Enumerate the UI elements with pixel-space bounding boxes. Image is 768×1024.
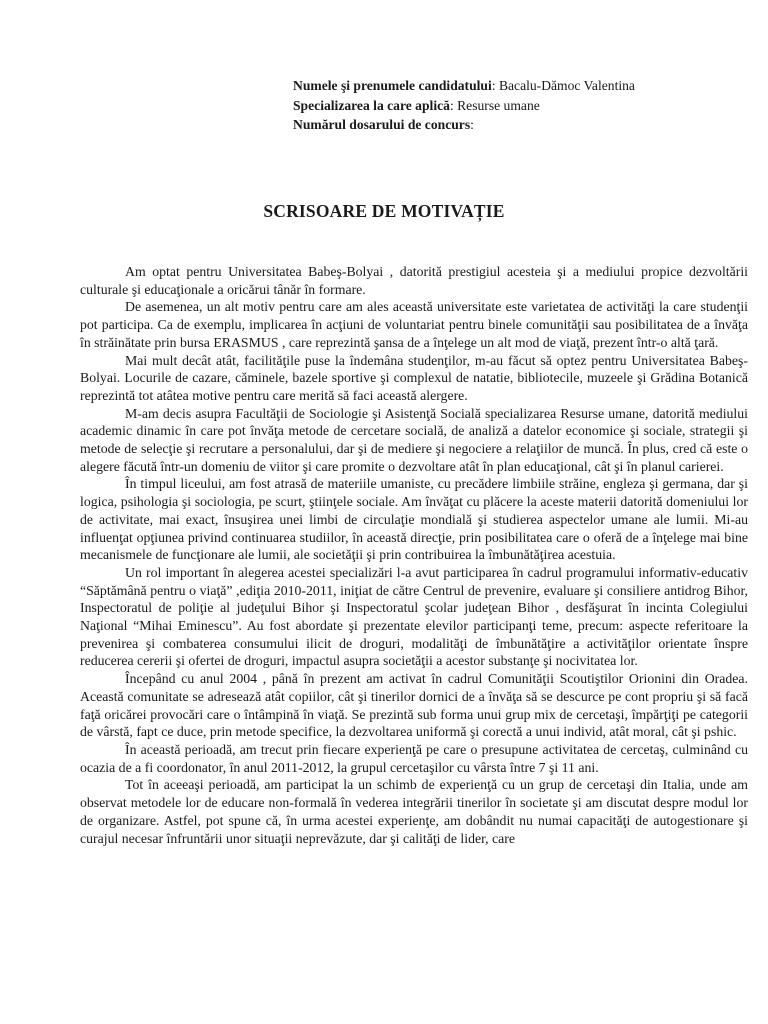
paragraph: În această perioadă, am trecut prin fiecare experienţă pe care o presupune activitatea de cercetaş, culminând cu ocazia de a fi coordonator, în anul 2011-2012, la grupul cercetaşilor cu vârsta între 7 şi 11 ani. bbox=[80, 741, 748, 775]
specialization-label: Specializarea la care aplică bbox=[293, 97, 450, 113]
file-number-line bbox=[293, 115, 635, 135]
candidate-info bbox=[293, 76, 635, 135]
paragraph: Am optat pentru Universitatea Babeş-Bolyai , datorită prestigiul acesteia şi a mediului propice dezvoltării culturale şi educaţionale a oricărui tânăr în formare. bbox=[80, 264, 748, 297]
specialization-line bbox=[293, 96, 635, 116]
specialization-value: : Resurse umane bbox=[449, 97, 540, 113]
candidate-name-value: : Bacalu-Dămoc Valentina bbox=[491, 78, 635, 93]
file-number-label: Numărul dosarului de concurs bbox=[293, 117, 471, 132]
paragraph: În timpul liceului, am fost atrasă de materiile umaniste, cu precădere limbiile străine, engleza şi germana, dar şi logica, psihologia şi sociologia, pe scurt, ştiinţele sociale. Am învăţat cu plăcere la aceste materii datorită domeniului lor de activitate, mai exact, însuşirea unei limbi de circulaţie mondială şi studierea aspectelor umane ale lumii. Mi-au influenţat opţiunea privind continuarea studiilor, în această direcţie, prin posibilitatea care o oferă de a înţelege mai bine mecanismele de funcţionare ale lumii, ale societăţii şi prin contribuirea la îmbunătăţirea acestuia. bbox=[80, 476, 748, 563]
paragraph: De asemenea, un alt motiv pentru care am ales această universitate este varietatea de activităţi la care studenţii pot participa. Ca de exemplu, implicarea în acţiuni de voluntariat pentru binele comunităţii sau posibilitatea de a învăţa în străinătate prin bursa ERASMUS , care reprezintă şansa de a înţelege un alt mod de viaţă, prezent într-o altă ţară. bbox=[80, 299, 748, 350]
candidate-name-line bbox=[293, 76, 635, 96]
file-number-value: : bbox=[470, 117, 474, 132]
paragraph: Mai mult decât atât, facilităţile puse la îndemâna studenţilor, m-au făcut să optez pentru Universitatea Babeş-Bolyai. Locurile de cazare, căminele, bazele sportive şi complexul de natatie, bibliotecile, muzeele şi Grădina Botanică reprezintă tot atâtea motive pentru care merită să faci această alergere. bbox=[80, 352, 748, 403]
letter-body bbox=[80, 263, 748, 847]
paragraph: Începând cu anul 2004 , până în prezent am activat în cadrul Comunităţii Scoutiştilor Orionini din Oradea. Această comunitate se adresează atât copiilor, cât şi tinerilor dornici de a învăţa să se descurce pe cont propriu şi să facă faţă oricărei provocări care o întâmpină în viaţă. Se prezintă sub forma unui grup mix de cercetaşi, împărţiţi pe categorii de vârstă, fapt ce duce, prin metode specifice, la dezvoltarea uniformă şi corectă a unui individ, atât moral, cât şi pshic. bbox=[80, 671, 748, 740]
document-title: SCRISOARE DE MOTIVAȚIE bbox=[263, 201, 505, 221]
paragraph: Un rol important în alegerea acestei specializări l-a avut participarea în cadrul programului informativ-educativ “Săptămână pentru o viaţă” ,ediţia 2010-2011, iniţiat de către Centrul de prevenire, evaluare şi consiliere antidrog Bihor, Inspectoratul de poliţie al judeţului Bihor şi Inspectoratul şcolar judeţean Bihor , desfăşurat în incinta Colegiului Naţional “Mihai Eminescu”. Au fost abordate şi prezentate elevilor participanţi teme, precum: aspecte referitoare la prevenirea şi combaterea consumului ilicit de droguri, modalităţi de îmbunătăţire a activităţilor orientate înspre reducerea cererii şi ofertei de droguri, impactul asupra societăţii a acestor substanţe şi nocivitatea lor. bbox=[80, 564, 748, 669]
paragraph: Tot în aceeaşi perioadă, am participat la un schimb de experienţă cu un grup de cercetaşi din Italia, unde am observat metodele lor de educare non-formală în vederea integrării tinerilor în societate şi am discutat despre modul lor de organizare. Astfel, pot spune că, în urma acestei experienţe, am dobândit nu numai capacităţi de autogestionare şi curajul necesar înfruntării unor situaţii neprevăzute, dar şi calităţi de lider, care bbox=[80, 777, 748, 846]
paragraph: M-am decis asupra Facultăţii de Sociologie şi Asistenţă Socială specializarea Resurse umane, datorită mediului academic dinamic în care pot învăţa metode de cercetare socială, de analiză a datelor economice şi sociale, strategii şi metode de selecţie şi recrutare a personalului, dar şi de mediere şi negociere a relaţiilor de muncă. În plus, cred că este o alegere făcută într-un domeniu de viitor şi care promite o dezvoltare atât în plan educaţional, cât şi în planul carierei. bbox=[80, 405, 748, 474]
candidate-name-label: Numele şi prenumele candidatului bbox=[293, 78, 492, 93]
